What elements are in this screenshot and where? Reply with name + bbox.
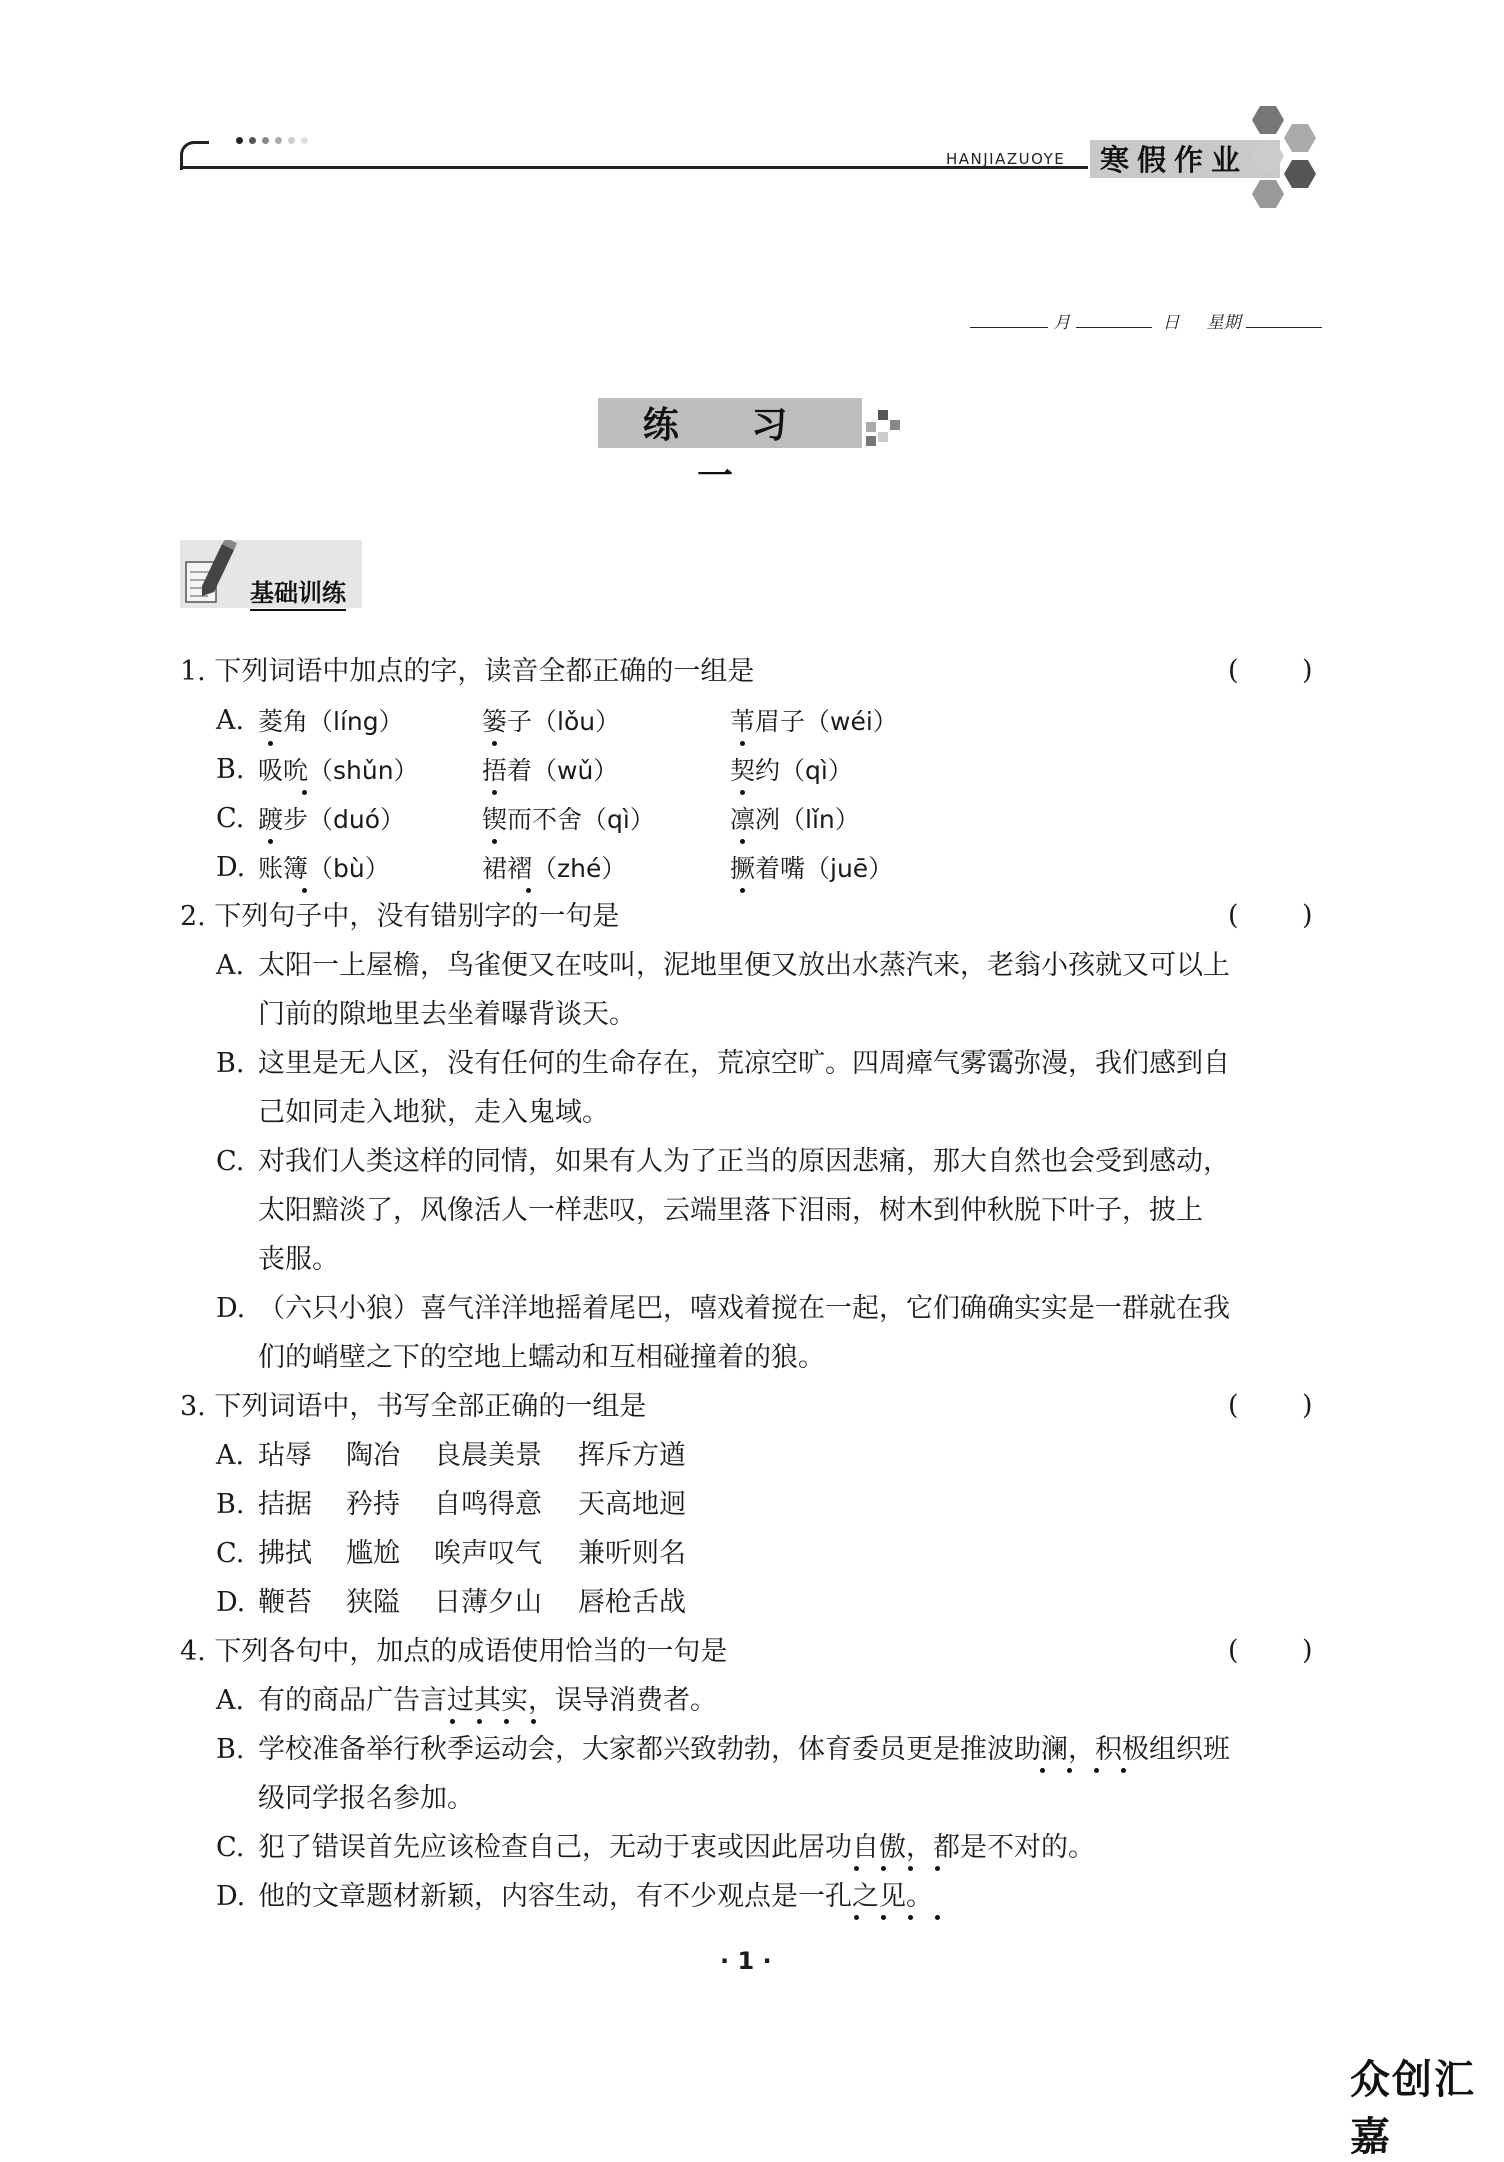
emphasis-dot — [1040, 1768, 1045, 1773]
option-text: 太阳一上屋檐，鸟雀便又在吱叫，泥地里便又放出水蒸汽来，老翁小孩就又可以上 — [258, 950, 1230, 981]
emphasis-dot — [268, 741, 273, 746]
option-item: 拂拭 — [258, 1538, 312, 1569]
answer-paren-left: ( — [1228, 655, 1239, 686]
option-item: 玷辱 — [258, 1440, 312, 1471]
answer-paren-left: ( — [1228, 1635, 1239, 1666]
option-label: B. — [216, 1048, 245, 1079]
option-item: 天高地迥 — [578, 1489, 686, 1520]
option-item: 日薄夕山 — [434, 1587, 542, 1618]
emphasis-dot — [302, 888, 307, 893]
option-label: A. — [216, 1685, 245, 1716]
emphasis-dot — [526, 888, 531, 893]
emphasis-dot — [1121, 1768, 1126, 1773]
section-label: 基础训练 — [250, 573, 346, 611]
option-label: D. — [216, 1293, 246, 1324]
option-text: 己如同走入地狱，走入鬼域。 — [258, 1097, 609, 1128]
emphasis-dot — [740, 741, 745, 746]
header-dot — [301, 137, 308, 144]
month-blank[interactable] — [970, 327, 1048, 328]
option-item: 捂着（wǔ） — [482, 756, 619, 785]
answer-paren-right: ) — [1302, 1635, 1313, 1666]
emphasis-dot — [740, 839, 745, 844]
option-text: 对我们人类这样的同情，如果有人为了正当的原因悲痛，那大自然也会受到感动， — [258, 1146, 1230, 1177]
month-label: 月 — [1053, 313, 1071, 333]
option-item: 自鸣得意 — [434, 1489, 542, 1520]
option-item: 唇枪舌战 — [578, 1587, 686, 1618]
option-item: 裙褶（zhé） — [482, 854, 627, 883]
emphasis-dot — [492, 790, 497, 795]
option-text: 们的峭壁之下的空地上蠕动和互相碰撞着的狼。 — [258, 1342, 825, 1373]
option-label: A. — [216, 950, 245, 981]
emphasis-dot — [302, 790, 307, 795]
emphasis-dot — [450, 1719, 455, 1724]
option-item: 凛冽（lǐn） — [730, 805, 860, 834]
option-item: 账簿（bù） — [258, 854, 390, 883]
header-dot — [288, 137, 295, 144]
emphasis-dot — [492, 741, 497, 746]
option-label: A. — [216, 705, 245, 736]
hexagon — [1284, 160, 1316, 188]
emphasis-dot — [854, 1866, 859, 1871]
exercise-title: 练 习 一 — [642, 404, 818, 497]
emphasis-dot — [740, 888, 745, 893]
option-item: 陶冶 — [346, 1440, 400, 1471]
option-label: C. — [216, 1538, 245, 1569]
checker-square — [890, 420, 900, 430]
hexagon — [1252, 180, 1284, 208]
watermark: 众创汇嘉 — [1350, 2057, 1476, 2160]
emphasis-dot — [881, 1866, 886, 1871]
answer-paren-left: ( — [1228, 1390, 1239, 1421]
option-label: D. — [216, 1881, 246, 1912]
option-label: B. — [216, 1489, 245, 1520]
header-dot — [275, 137, 282, 144]
emphasis-dot — [908, 1866, 913, 1871]
option-text: 犯了错误首先应该检查自己，无动于衷或因此居功自傲，都是不对的。 — [258, 1832, 1095, 1863]
answer-paren-right: ) — [1302, 900, 1313, 931]
emphasis-dot — [268, 839, 273, 844]
weekday-blank[interactable] — [1246, 327, 1322, 328]
emphasis-dot — [854, 1915, 859, 1920]
option-text: （六只小狼）喜气洋洋地摇着尾巴，嘻戏着搅在一起，它们确确实实是一群就在我 — [258, 1293, 1230, 1324]
question-stem: 3. 下列词语中，书写全部正确的一组是 — [180, 1391, 647, 1422]
emphasis-dot — [531, 1719, 536, 1724]
option-item: 狭隘 — [346, 1587, 400, 1618]
day-label: 日 — [1162, 313, 1180, 333]
emphasis-dot — [935, 1915, 940, 1920]
checker-square — [878, 410, 888, 420]
question-stem: 2. 下列句子中，没有错别字的一句是 — [180, 901, 620, 932]
option-text: 有的商品广告言过其实，误导消费者。 — [258, 1685, 717, 1716]
emphasis-dot — [740, 790, 745, 795]
option-label: C. — [216, 803, 245, 834]
option-item: 矜持 — [346, 1489, 400, 1520]
option-text: 级同学报名参加。 — [258, 1783, 474, 1814]
option-item: 唉声叹气 — [434, 1538, 542, 1569]
option-text: 丧服。 — [258, 1244, 339, 1275]
option-item: 良晨美景 — [434, 1440, 542, 1471]
question-stem: 4. 下列各句中，加点的成语使用恰当的一句是 — [180, 1636, 728, 1667]
checker-square — [878, 432, 888, 442]
option-item: 苇眉子（wéi） — [730, 707, 898, 736]
emphasis-dot — [881, 1915, 886, 1920]
emphasis-dot — [1094, 1768, 1099, 1773]
option-text: 这里是无人区，没有任何的生命存在，荒凉空旷。四周瘴气雾霭弥漫，我们感到自 — [258, 1048, 1230, 1079]
option-label: C. — [216, 1146, 245, 1177]
option-text: 学校准备举行秋季运动会，大家都兴致勃勃，体育委员更是推波助澜，积极组织班 — [258, 1734, 1230, 1765]
option-item: 鞭苔 — [258, 1587, 312, 1618]
option-label: C. — [216, 1832, 245, 1863]
question-stem: 1. 下列词语中加点的字，读音全都正确的一组是 — [180, 656, 755, 687]
emphasis-dot — [477, 1719, 482, 1724]
option-item: 兼听则名 — [578, 1538, 686, 1569]
answer-paren-right: ) — [1302, 655, 1313, 686]
option-item: 尴尬 — [346, 1538, 400, 1569]
option-label: B. — [216, 1734, 245, 1765]
day-blank[interactable] — [1076, 327, 1152, 328]
pencil-notebook-icon — [182, 540, 240, 612]
header-pinyin: HANJIAZUOYE — [946, 150, 1066, 168]
option-label: D. — [216, 852, 246, 883]
hexagon — [1284, 124, 1316, 152]
checker-square — [866, 436, 876, 446]
option-label: B. — [216, 754, 245, 785]
option-item: 契约（qì） — [730, 756, 853, 785]
option-item: 拮据 — [258, 1489, 312, 1520]
date-line — [970, 308, 1322, 333]
page-number: · 1 · — [720, 1947, 772, 1975]
answer-paren-left: ( — [1228, 900, 1239, 931]
header-dots — [236, 137, 308, 144]
weekday-label: 星期 — [1206, 313, 1241, 333]
option-item: 踱步（duó） — [258, 805, 406, 834]
option-text: 门前的隙地里去坐着曝背谈天。 — [258, 999, 636, 1030]
option-item: 锲而不舍（qì） — [482, 805, 655, 834]
option-label: D. — [216, 1587, 246, 1618]
option-label: A. — [216, 1440, 245, 1471]
emphasis-dot — [908, 1915, 913, 1920]
checker-square — [866, 422, 876, 432]
emphasis-dot — [935, 1866, 940, 1871]
emphasis-dot — [492, 839, 497, 844]
header-dot — [236, 137, 243, 144]
header-dot — [249, 137, 256, 144]
option-item: 撅着嘴（juē） — [730, 854, 894, 883]
option-item: 吸吮（shǔn） — [258, 756, 419, 785]
option-item: 篓子（lǒu） — [482, 707, 621, 736]
emphasis-dot — [1067, 1768, 1072, 1773]
option-item: 挥斥方遒 — [578, 1440, 686, 1471]
emphasis-dot — [504, 1719, 509, 1724]
header-dot — [262, 137, 269, 144]
answer-paren-right: ) — [1302, 1390, 1313, 1421]
option-item: 菱角（líng） — [258, 707, 404, 736]
option-text: 他的文章题材新颖，内容生动，有不少观点是一孔之见。 — [258, 1881, 933, 1912]
option-text: 太阳黯淡了，风像活人一样悲叹，云端里落下泪雨，树木到仲秋脱下叶子，披上 — [258, 1195, 1203, 1226]
header-title: 寒假作业 — [1100, 143, 1249, 177]
hexagon — [1252, 106, 1284, 134]
